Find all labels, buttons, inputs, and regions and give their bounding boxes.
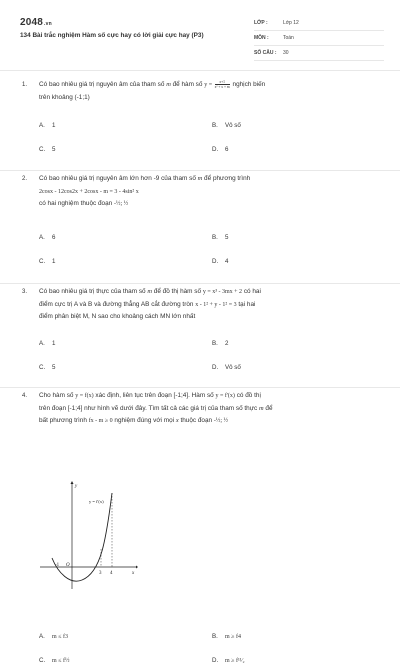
origin-label: O — [66, 563, 70, 568]
question-number: 4. — [22, 393, 28, 399]
option-value: m ≥ f¹¹⁄₂ — [225, 658, 245, 664]
text: trên đoạn [-1;4] như hình vẽ dưới đây. Tìm tất cả các giá trị của tham số thực — [39, 404, 259, 412]
x-axis-arrow — [136, 566, 138, 569]
math: y = f'(x) — [215, 393, 235, 399]
meta-row-count — [254, 47, 384, 61]
option-c[interactable] — [39, 258, 55, 265]
denominator: x² + x + m — [214, 84, 230, 89]
page-header — [0, 0, 400, 60]
option-value: 6 — [225, 146, 229, 153]
interval: -½; ½ — [113, 201, 129, 208]
option-d[interactable] — [212, 258, 228, 265]
option-b[interactable] — [212, 340, 228, 347]
option-label: D. — [212, 146, 219, 153]
option-value: m ≤ f3 — [52, 634, 68, 640]
option-value: 5 — [225, 234, 229, 241]
tick-label-3: 3 — [99, 571, 102, 576]
curve-f-prime — [52, 493, 112, 581]
text: tại hai — [236, 300, 256, 308]
meta-key: MÔN : — [254, 35, 269, 41]
option-value: m ≥ f4 — [225, 634, 241, 640]
option-d[interactable] — [212, 146, 228, 153]
option-a[interactable] — [39, 633, 68, 640]
interval: -½; ½ — [213, 418, 229, 425]
option-value: 4 — [225, 258, 229, 265]
text: có hai — [242, 288, 261, 295]
tick-label-neg1: -1 — [55, 563, 60, 568]
math: x - 1² + y - 1² = 3 — [195, 301, 237, 308]
text: nghịch biến — [230, 81, 266, 88]
meta-key: SỐ CÂU : — [254, 50, 277, 56]
option-label: A. — [39, 234, 45, 241]
option-label: A. — [39, 340, 45, 347]
option-a[interactable] — [39, 234, 55, 241]
option-label: C. — [39, 258, 46, 265]
option-label: B. — [212, 234, 218, 241]
option-label: B. — [212, 122, 218, 129]
meta-value: Lớp 12 — [283, 20, 299, 26]
meta-value: Toán — [283, 35, 294, 41]
math: y = x³ - 3mx + 2 — [202, 289, 243, 295]
y-axis-label: y — [75, 484, 78, 489]
fraction — [215, 80, 230, 89]
option-c[interactable] — [39, 657, 69, 664]
math: y = f(x) — [75, 393, 94, 399]
option-value: 2 — [225, 340, 229, 347]
question-text — [39, 390, 379, 428]
math: fx - m ≥ 0 — [88, 418, 113, 425]
divider — [0, 283, 400, 284]
option-value: 1 — [52, 258, 56, 265]
y-axis-arrow — [71, 481, 74, 484]
text: để hàm số — [170, 81, 205, 88]
var: m — [197, 175, 203, 182]
text: Cho hàm số — [39, 392, 76, 399]
question-text — [39, 79, 379, 104]
text: để đồ thị hàm số — [152, 288, 203, 295]
divider — [0, 387, 400, 388]
option-d[interactable] — [212, 657, 245, 664]
option-label: A. — [39, 633, 45, 640]
curve-label: y = f'(x) — [89, 499, 104, 504]
numerator: x+1 — [215, 80, 230, 85]
text: thuộc đoạn — [178, 417, 214, 425]
text: xác định, liên tục trên đoạn [-1;4]. Hàm số — [93, 392, 216, 399]
math: y = — [204, 82, 214, 88]
var: x — [175, 417, 179, 425]
meta-panel — [254, 17, 384, 62]
text: Có bao nhiêu giá trị nguyên âm của tham số — [39, 81, 167, 88]
question-number: 2. — [22, 176, 28, 182]
option-value: m ≤ f½ — [52, 658, 70, 664]
option-b[interactable] — [212, 633, 241, 640]
option-label: C. — [39, 146, 46, 153]
option-label: D. — [212, 364, 219, 371]
option-value: Vô số — [225, 364, 241, 371]
x-axis-label: x — [132, 571, 135, 576]
page-title: 134 Bài trắc nghiệm Hàm số cực hay có lời giải cực hay (P3) — [20, 32, 204, 39]
divider — [0, 70, 400, 71]
option-a[interactable] — [39, 340, 55, 347]
meta-key: LỚP : — [254, 20, 268, 26]
text: có đồ thị — [234, 392, 261, 399]
meta-row-class — [254, 17, 384, 31]
meta-value: 30 — [283, 50, 289, 56]
var: m — [166, 81, 171, 88]
question-number: 1. — [22, 82, 28, 88]
text: bất phương trình — [39, 417, 89, 425]
option-label: D. — [212, 258, 219, 265]
option-label: A. — [39, 122, 45, 129]
option-c[interactable] — [39, 146, 55, 153]
divider — [0, 170, 400, 171]
text: Có bao nhiêu giá trị nguyên âm lớn hơn -9 của tham số — [39, 175, 198, 182]
equation: 2cosx - 12cos2x + 2cosx - m = 3 - 4sin² x — [39, 188, 139, 195]
option-value: 5 — [52, 146, 56, 153]
question-text — [39, 173, 379, 211]
option-value: Vô số — [225, 122, 241, 129]
option-label: D. — [212, 657, 219, 664]
option-value: 6 — [52, 234, 56, 241]
option-label: B. — [212, 633, 218, 640]
site-logo[interactable]: 2048.vn — [20, 17, 52, 28]
option-b[interactable] — [212, 122, 241, 129]
text: có hai nghiệm thuộc đoạn — [39, 200, 114, 208]
option-value: 5 — [52, 364, 56, 371]
option-d[interactable] — [212, 364, 241, 371]
option-a[interactable] — [39, 122, 55, 129]
text: để phương trình — [202, 175, 251, 182]
option-b[interactable] — [212, 234, 228, 241]
text: Có bao nhiêu giá trị thực của tham số — [39, 288, 148, 295]
option-label: C. — [39, 657, 46, 664]
tick-label-4: 4 — [110, 571, 113, 576]
derivative-graph — [38, 479, 138, 591]
text: điểm cực trị A và B và đường thẳng AB cắt đường tròn — [39, 300, 196, 308]
question-text — [39, 286, 379, 324]
option-value: 1 — [52, 122, 56, 129]
meta-row-subject — [254, 32, 384, 46]
text: trên khoảng (-1;1) — [39, 93, 90, 101]
var: m — [258, 404, 264, 412]
option-c[interactable] — [39, 364, 55, 371]
option-label: B. — [212, 340, 218, 347]
text: để — [263, 404, 273, 412]
option-label: C. — [39, 364, 46, 371]
text: nghiệm đúng với mọi — [112, 417, 176, 425]
question-number: 3. — [22, 289, 28, 295]
text: điểm phân biệt M, N sao cho khoảng cách MN lớn nhất — [39, 313, 196, 321]
option-value: 1 — [52, 340, 56, 347]
var: m — [147, 288, 152, 295]
